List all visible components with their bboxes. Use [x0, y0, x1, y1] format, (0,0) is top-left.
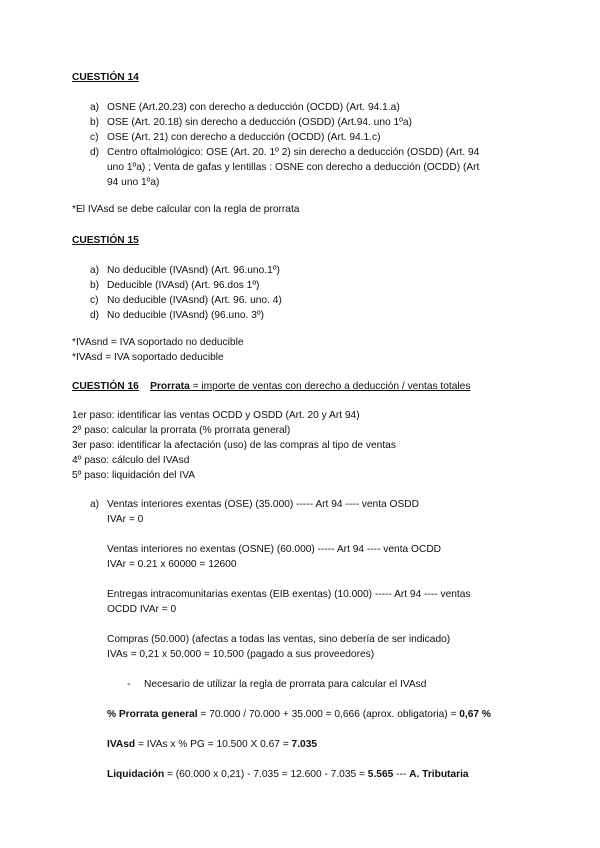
q16-a-line-2: IVAr = 0 [107, 514, 144, 525]
q15-note-1: *IVAsnd = IVA soportado no deducible [72, 337, 244, 348]
q16-bullet-marker: - [127, 679, 131, 690]
q15-note-2: *IVAsd = IVA soportado deducible [72, 352, 224, 363]
q16-ivasd-formula: = IVAs x % PG = 10.500 X 0.67 = [135, 739, 292, 750]
q15-title: CUESTIÓN 15 [72, 235, 139, 246]
q16-ivasd-label: IVAsd [107, 739, 136, 750]
q16-step-4: 4º paso: cálculo del IVAsd [72, 455, 190, 466]
q16-prorrata-word: Prorrata [150, 381, 190, 392]
q16-liq-result: 5.565 [367, 769, 394, 780]
q15-heading-row [72, 233, 532, 248]
q14-item-d-line-2: uno 1ºa) ; Venta de gafas y lentillas : OSNE con derecho a deducción (OCDD) (Art [107, 162, 480, 173]
q14-item-c [72, 130, 532, 145]
q16-step-3: 3er paso: identificar la afectación (uso) de las compras al tipo de ventas [72, 440, 396, 451]
q16-pg-label: % Prorrata general [107, 709, 198, 720]
q15-item-b-text: Deducible (IVAsd) (Art. 96.dos 1º) [107, 280, 260, 291]
q16-c-line-1: Entregas intracomunitarias exentas (EIB exentas) (10.000) ----- Art 94 ---- ventas [107, 589, 471, 600]
q16-prorrata-definition: = importe de ventas con derecho a deducción / ventas totales [189, 381, 471, 392]
q16-b-line-2: IVAr = 0.21 x 60000 = 12600 [107, 559, 237, 570]
q15-item-b-marker: b) [90, 280, 100, 291]
q14-title: CUESTIÓN 14 [72, 72, 139, 83]
q16-title: CUESTIÓN 16 [72, 381, 139, 392]
q15-item-c [72, 293, 532, 308]
q14-item-a-text: OSNE (Art.20.23) con derecho a deducción (OCDD) (Art. 94.1.a) [107, 102, 400, 113]
q14-item-a-marker: a) [90, 102, 100, 113]
document-page [72, 70, 532, 782]
q16-bullet [72, 677, 532, 692]
q16-liq-label: Liquidación [107, 769, 165, 780]
q16-bullet-text: Necesario de utilizar la regla de prorrata para calcular el IVAsd [144, 679, 427, 690]
q16-a-marker: a) [90, 499, 100, 510]
q14-item-c-text: OSE (Art. 21) con derecho a deducción (OCDD) (Art. 94.1.c) [107, 132, 381, 143]
q14-item-c-marker: c) [90, 132, 99, 143]
q14-item-d [72, 145, 532, 190]
q15-item-a [72, 263, 532, 278]
q16-step-2: 2º paso: calcular la prorrata (% prorrata general) [72, 425, 291, 436]
q14-item-d-line-1: Centro oftalmológico: OSE (Art. 20. 1º 2) sin derecho a deducción (OSDD) (Art. 94 [107, 147, 480, 158]
q16-prorrata-general [72, 707, 532, 722]
q14-heading-row [72, 70, 532, 85]
q15-item-d [72, 308, 532, 323]
q16-step-1: 1er paso: identificar las ventas OCDD y OSDD (Art. 20 y Art 94) [72, 410, 360, 421]
q16-ivasd [72, 737, 532, 752]
q16-b-line-1: Ventas interiores no exentas (OSNE) (60.000) ----- Art 94 ---- venta OCDD [107, 544, 442, 555]
q16-liq-formula: = (60.000 x 0,21) - 7.035 = 12.600 - 7.035 = [164, 769, 368, 780]
q14-item-b-text: OSE (Art. 20.18) sin derecho a deducción (OSDD) (Art.94. uno 1ºa) [107, 117, 412, 128]
q16-step-5: 5º paso: liquidación del IVA [72, 470, 196, 481]
q16-heading-row [72, 379, 532, 394]
q14-item-b-marker: b) [90, 117, 100, 128]
q14-item-d-marker: d) [90, 147, 100, 158]
q16-ivasd-result: 7.035 [291, 739, 318, 750]
q15-item-d-text: No deducible (IVAsnd) (96.uno. 3º) [107, 310, 264, 321]
q16-liq-separator: --- [393, 769, 410, 780]
q15-item-c-text: No deducible (IVAsnd) (Art. 96. uno. 4) [107, 295, 282, 306]
q14-list [72, 100, 532, 190]
q16-c-line-2: OCDD IVAr = 0 [107, 604, 177, 615]
q14-item-a [72, 100, 532, 115]
q16-pg-result: 0,67 % [459, 709, 491, 720]
q16-d-line-2: IVAs = 0,21 x 50.000 = 10.500 (pagado a sus proveedores) [107, 649, 375, 660]
q16-a-line-1 [72, 497, 532, 512]
q15-list [72, 263, 532, 323]
q14-item-d-line-3: 94 uno 1ºa) [107, 177, 160, 188]
q15-item-c-marker: c) [90, 295, 99, 306]
q15-item-a-marker: a) [90, 265, 100, 276]
q15-item-b [72, 278, 532, 293]
q16-pg-formula: = 70.000 / 70.000 + 35.000 = 0,666 (aprox. obligatoria) = [197, 709, 460, 720]
q15-item-a-text: No deducible (IVAsnd) (Art. 96.uno.1º) [107, 265, 280, 276]
q14-note: *El IVAsd se debe calcular con la regla de prorrata [72, 204, 300, 215]
q16-d-line-1: Compras (50.000) (afectas a todas las ventas, sino debería de ser indicado) [107, 634, 451, 645]
q16-a-text-1: Ventas interiores exentas (OSE) (35.000) ----- Art 94 ---- venta OSDD [107, 499, 419, 510]
q16-liquidacion [72, 767, 532, 782]
q15-item-d-marker: d) [90, 310, 100, 321]
q16-liq-entity: A. Tributaria [409, 769, 469, 780]
q14-item-b [72, 115, 532, 130]
